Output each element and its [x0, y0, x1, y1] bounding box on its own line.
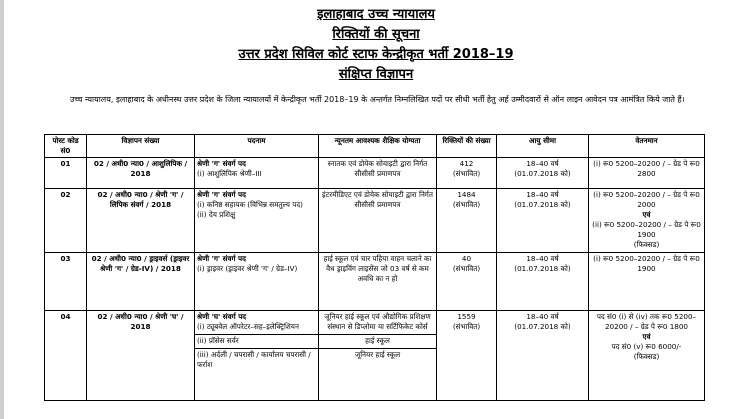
advertisement-cell: 02 / अधी0 न्या0 / श्रेणी 'घ' / 2018 [87, 311, 195, 401]
post-item: (iii) अर्दली / चपरासी / कार्यालय चपरासी / फर्राश [195, 348, 318, 370]
notice-title: रिक्तियों की सूचना [332, 27, 420, 42]
table-header-row [45, 135, 705, 158]
col-header-vacancies: रिक्तियों की संख्या [437, 135, 497, 158]
vacancy-count: 1484 [457, 190, 476, 199]
age-date: (01.07.2018 को) [514, 200, 571, 209]
advertisement-cell: 02 / अधी0 न्या0 / आशुलिपिक / 2018 [87, 158, 195, 189]
qualification-cell: हाई स्कूल एवं चार पहिया वाहन चलाने का वैध ड्राइविंग लाइसेंस जो 03 वर्ष से कम अवधि का न हो [319, 253, 437, 311]
pay-line: पद सं0 (v) रू0 6000/- [611, 342, 682, 351]
age-range: 18–40 वर्ष [526, 254, 559, 263]
court-title: इलाहाबाद उच्च न्यायालय [317, 7, 435, 22]
qualification-cell: स्नातक एवं डोयेक सोयाइटी द्वारा निर्गत सीसीसी प्रमाणपत्र [319, 158, 437, 189]
pay-line: पद सं0 (i) से (iv) तक रू0 5200–20200 / – ग्रेड पे रू0 1800 [596, 312, 697, 331]
post-code-cell: 02 [45, 189, 87, 253]
post-item: (i) कनिष्ठ सहायक (विभिन्न समतुल्य पद) [197, 200, 303, 209]
vacancy-count: 412 [459, 159, 474, 168]
qualification-line: जूनियर हाई स्कूल एवं औद्योगिक प्रशिक्षण संस्थान से डिप्लोमा या सर्टिफिकेट कोर्स [324, 312, 431, 331]
recruitment-title: उत्तर प्रदेश सिविल कोर्ट स्टाफ केन्द्रीकृत भर्ती 2018–19 [238, 47, 514, 62]
post-item: (i) ट्यूबवेल ऑपरेटर–सह–इलेक्ट्रिशियन [197, 322, 299, 331]
vacancy-table [44, 134, 705, 401]
age-cell [497, 253, 589, 311]
post-category: श्रेणी 'ग' संवर्ग पद [197, 254, 246, 263]
age-cell [497, 158, 589, 189]
post-code-cell: 04 [45, 311, 87, 401]
col-header-age-limit: आयु सीमा [497, 135, 589, 158]
qualification-cell: इंटरमीडिएट एवं डोयेक सोयाइटी द्वारा निर्गत सीसीसी प्रमाणपत्र [319, 189, 437, 253]
vacancy-cell [437, 158, 497, 189]
qualification-line: हाई स्कूल [319, 334, 436, 346]
post-item: (i) ड्राइवर (ड्राइवर श्रेणी 'ग' / ग्रेड–IV) [197, 264, 298, 273]
col-header-pay-scale: वेतनमान [589, 135, 705, 158]
post-item: (ii) प्रॉसेस सर्वर [195, 334, 318, 346]
post-name-cell [195, 311, 319, 401]
age-range: 18–40 वर्ष [526, 312, 559, 321]
intro-paragraph: उच्च न्यायालय, इलाहाबाद के अधीनस्थ उत्तर प्रदेश के जिला न्यायालयों में केन्द्रीकृत भर्ती 2018–19 के अन्तर्गत निम्नलिखित पदों पर सीधी भर्ती हेतु अर्ह उम्मीदवारों से ऑन लाइन आवेदन पत्र आमंत्रित किये जाते हैं। [70, 95, 685, 104]
pay-conjunction: एवं [642, 332, 651, 341]
col-header-qualification: न्यूनतम आवश्यक शैक्षिक योग्यता [319, 135, 437, 158]
table-row [45, 311, 705, 401]
post-name-cell [195, 253, 319, 311]
pay-note: (फिक्सड) [633, 240, 660, 249]
post-name-cell [195, 158, 319, 189]
table-row [45, 189, 705, 253]
post-category: श्रेणी 'ग' संवर्ग पद [197, 159, 246, 168]
table-row [45, 253, 705, 311]
post-name-cell [195, 189, 319, 253]
post-category: श्रेणी 'घ' संवर्ग पद [197, 312, 247, 321]
notice-page [36, 0, 716, 419]
age-range: 18–40 वर्ष [526, 190, 559, 199]
age-date: (01.07.2018 को) [514, 322, 571, 331]
pay-conjunction: एवं [642, 210, 651, 219]
col-header-post-code: पोस्ट कोड सं0 [45, 135, 87, 158]
col-header-advertisement-no: विज्ञापन संख्या [87, 135, 195, 158]
vacancy-note: (संभावित) [452, 169, 481, 178]
pay-cell [589, 311, 705, 401]
post-category: श्रेणी 'ग' संवर्ग पद [197, 190, 246, 199]
vacancy-cell [437, 253, 497, 311]
pay-cell [589, 158, 705, 189]
pay-line: (i) रू0 5200–20200 / – ग्रेड पे रू0 1900 [593, 254, 700, 273]
pay-line: (ii) रू0 5200–20200 / – ग्रेड पे रू0 1900 [592, 220, 701, 239]
pay-cell [589, 253, 705, 311]
vacancy-count: 40 [461, 254, 472, 263]
post-code-cell: 03 [45, 253, 87, 311]
brief-advertisement-title: संक्षिप्त विज्ञापन [338, 67, 414, 82]
vacancy-cell [437, 189, 497, 253]
pay-line: (i) रू0 5200–20200 / – ग्रेड पे रू0 2000 [593, 190, 700, 209]
vacancy-note: (संभावित) [452, 264, 481, 273]
vacancy-note: (संभावित) [452, 200, 481, 209]
age-cell [497, 311, 589, 401]
pay-line: (i) रू0 5200–20200 / – ग्रेड पे रू0 2800 [593, 159, 700, 178]
advertisement-cell: 02 / अधी0 न्या0 / ड्राइवर्स (ड्राइवर श्रेणी 'ग' / ग्रेड-IV) / 2018 [87, 253, 195, 311]
col-header-post-name: पदनाम [195, 135, 319, 158]
pay-note: (फिक्सड) [633, 352, 660, 361]
viewer-frame-edge [0, 0, 4, 419]
qualification-cell [319, 311, 437, 401]
post-item: (i) आशुलिपिक श्रेणी–III [197, 169, 262, 178]
vacancy-note: (संभावित) [452, 322, 481, 331]
vacancy-count: 1559 [457, 312, 476, 321]
advertisement-cell: 02 / अधी0 न्या0 / श्रेणी 'ग' / लिपिक संवर्ग / 2018 [87, 189, 195, 253]
qualification-line: जूनियर हाई स्कूल [319, 348, 436, 360]
age-cell [497, 189, 589, 253]
post-item: (ii) देय प्रशिक्षु [197, 210, 236, 219]
age-date: (01.07.2018 को) [514, 264, 571, 273]
pay-cell [589, 189, 705, 253]
table-row [45, 158, 705, 189]
age-date: (01.07.2018 को) [514, 169, 571, 178]
post-code-cell: 01 [45, 158, 87, 189]
vacancy-cell [437, 311, 497, 401]
age-range: 18–40 वर्ष [526, 159, 559, 168]
